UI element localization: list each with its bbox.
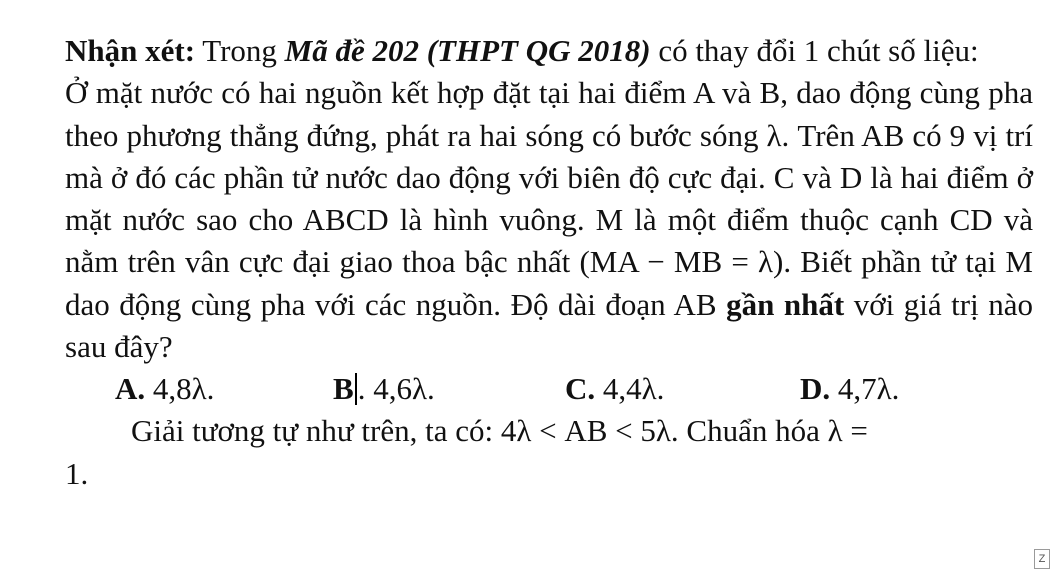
remark-label: Nhận xét: (65, 33, 196, 68)
answer-option-d[interactable] (800, 368, 899, 410)
solution-line: Giải tương tự như trên, ta có: 4λ < AB < 5λ. Chuẩn hóa λ = (131, 413, 868, 449)
solution-continuation: 1. (65, 455, 89, 491)
answer-b-label: B (333, 371, 354, 407)
answer-d-value: 4,7λ. (830, 371, 900, 407)
problem-statement (65, 72, 1033, 368)
problem-emphasis: gần nhất (726, 286, 845, 322)
answer-a-label: A. (115, 371, 146, 407)
remark-intro-b: có thay đổi 1 chút số liệu: (650, 33, 979, 68)
text-cursor (355, 373, 357, 405)
answer-option-b[interactable] (333, 368, 435, 410)
problem-text-a: Ở mặt nước có hai nguồn kết hợp đặt tại hai điểm A và B, dao động cùng pha theo phương thẳng đứng, phát ra hai sóng có bước sóng λ. Trên AB có 9 vị trí mà ở đó các phần tử nước dao động với biên độ cực đại. C và D là hai điểm ở mặt nước sao cho ABCD là hình vuông. M là một điểm thuộc cạnh CD và nằm trên vân cực đại giao thoa bậc nhất (MA − MB = λ). Biết phần tử tại M dao động cùng pha với các nguồn. Độ dài đoạn AB (65, 75, 1033, 322)
answer-a-value: 4,8λ. (145, 371, 215, 407)
remark-paragraph (65, 30, 1033, 72)
document-page (65, 30, 1033, 495)
answer-c-value: 4,4λ. (595, 371, 665, 407)
corner-indicator-box[interactable]: Z (1034, 549, 1050, 569)
answer-d-label: D. (800, 371, 831, 407)
answer-options (65, 368, 1033, 410)
remark-intro-a: Trong (195, 33, 285, 68)
answer-option-c[interactable] (565, 368, 664, 410)
problem-text-b: với giá trị nào sau đây? (65, 286, 1034, 365)
exam-reference: Mã đề 202 (THPT QG 2018) (284, 33, 651, 68)
answer-b-value: . 4,6λ. (357, 371, 435, 407)
answer-c-label: C. (565, 371, 596, 407)
answer-option-a[interactable] (115, 368, 214, 410)
